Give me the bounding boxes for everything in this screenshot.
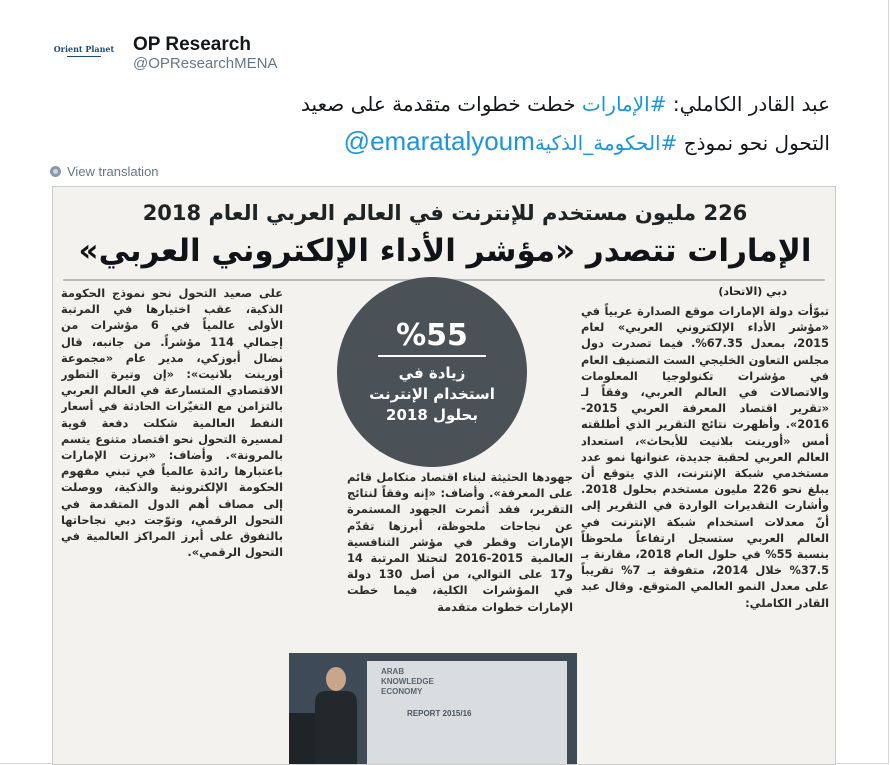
article-column-left: على صعيد التحول نحو نموذج الحكومة الذكية، عقب اختيارها في المرتبة الأولى عالمياً في 6 مؤشرات من إجمالي 114 مؤشراً. من جانبه، قال نضال أبوزكي، مدير عام «مجموعة أورينت بلانيت»: «إن وتيرة التطور الاقتصادي المتسارعة في العالم العربي بالتزامن مع التغيّرات الحادثة في أسعار النفط العالمية شكلت دفعة قوية لمسيرة التحول نحو اقتصاد متنوع يتسم بالمرونة». وأضاف: «برزت الإمارات باعتبارها رائدة عالمياً في تبني مفهوم الحكومة الإلكترونية والذكية، ووصلت إلى مصاف أهم الدول المتقدمة في التحول الرقمي، وتوّجت دبي نجاحاتها بالتفوق على أبرز المراكز العالمية في التحول الرقمي». xyxy=(61,286,283,560)
tweet-text: التحول نحو نموذج xyxy=(677,131,830,155)
screen-text: ARAB KNOWLEDGE ECONOMY xyxy=(381,667,434,696)
tweet-text: عبد القادر الكاملي: xyxy=(666,92,830,116)
avatar-logo-text: Orient Planet xyxy=(53,44,115,54)
stat-caption-1: زيادة في xyxy=(398,364,466,382)
display-name[interactable]: OP Research xyxy=(133,34,251,55)
article-subheadline: 226 مليون مستخدم للإنترنت في العالم العربي العام 2018 xyxy=(142,201,748,225)
article-column-right: تبوّأت دولة الإمارات موقع الصدارة عربياً في «مؤشر الأداء الإلكتروني العربي» لعام 2015، بمعدل 67.35%. فيما تصدرت دول مجلس التعاون الخليجي الست التصنيف العام في مؤشرات تكنولوجيا المعلومات والاتصالات في العالم العربي، وفقاً لـ «تقرير اقتصاد المعرفة العربي 2015-2016». وأظهرت نتائج التقرير الذي أطلقته أمس «أورينت بلانيت للأبحاث»، استعداد العالم العربي لحقبة جديدة، عنوانها نمو عدد مستخدمي شبكة الإنترنت، الذي يتوقع أن يبلغ نحو 226 مليون مستخدم بحلول 2018. وأشارت التقديرات الواردة في التقرير إلى أنّ معدلات استخدام شبكة الإنترنت في العالم العربي ستسجل ارتفاعاً ملحوظاً بنسبة 55% في حلول العام 2018، مقارنة بـ 37.5% خلال 2014، متفوقة بـ 7% تقريباً على معدل النمو العالمي المتوقع. وقال عبد القادر الكاملي: xyxy=(581,304,829,610)
stat-caption-2: استخدام الإنترنت xyxy=(369,385,495,403)
view-translation-link[interactable] xyxy=(50,164,159,179)
stat-callout xyxy=(337,277,527,467)
hashtag-link[interactable]: #الحكومة_الذكية xyxy=(534,131,678,155)
view-translation-label: View translation xyxy=(67,164,159,179)
article-headline: الإمارات تتصدر «مؤشر الأداء الإلكتروني العربي» xyxy=(78,233,812,269)
avatar[interactable] xyxy=(51,34,117,67)
article-photo xyxy=(289,653,577,765)
article-column-middle: جهودها الحثيثة لبناء اقتصاد متكامل قائم على المعرفة». وأضاف: «إنه وفقاً لنتائج التقرير، فقد أثمرت الجهود المستمرة عن نجاحات ملحوظة، أبرزها تقدّم الإمارات وقطر في مؤشر التنافسية العالمية 2015-2016 لتحتلا المرتبة 14 و17 على التوالي، من أصل 130 دولة في المؤشرات الكلية، فيما خطت الإمارات خطوات متقدمة xyxy=(347,470,573,614)
tweet-text-line-2 xyxy=(314,126,830,157)
article-byline: دبي (الاتحاد) xyxy=(718,285,787,298)
stat-caption-3: بحلول 2018 xyxy=(386,406,478,424)
tweet-text-line-1 xyxy=(301,92,830,116)
stat-value: %55 xyxy=(378,318,486,357)
speaker-body xyxy=(315,691,357,765)
globe-icon xyxy=(50,166,61,177)
speaker-head xyxy=(326,667,346,691)
user-handle[interactable]: @OPResearchMENA xyxy=(133,55,278,72)
hashtag-link[interactable]: #الإمارات xyxy=(581,92,667,116)
attached-newspaper-image[interactable] xyxy=(52,186,836,765)
tweet-text: خطت خطوات متقدمة على صعيد xyxy=(301,92,582,116)
screen-report-text: REPORT 2015/16 xyxy=(407,709,472,718)
avatar-underline xyxy=(67,56,101,57)
speaker-figure xyxy=(315,667,357,765)
mention-link[interactable]: @emaratalyoum xyxy=(343,126,535,156)
